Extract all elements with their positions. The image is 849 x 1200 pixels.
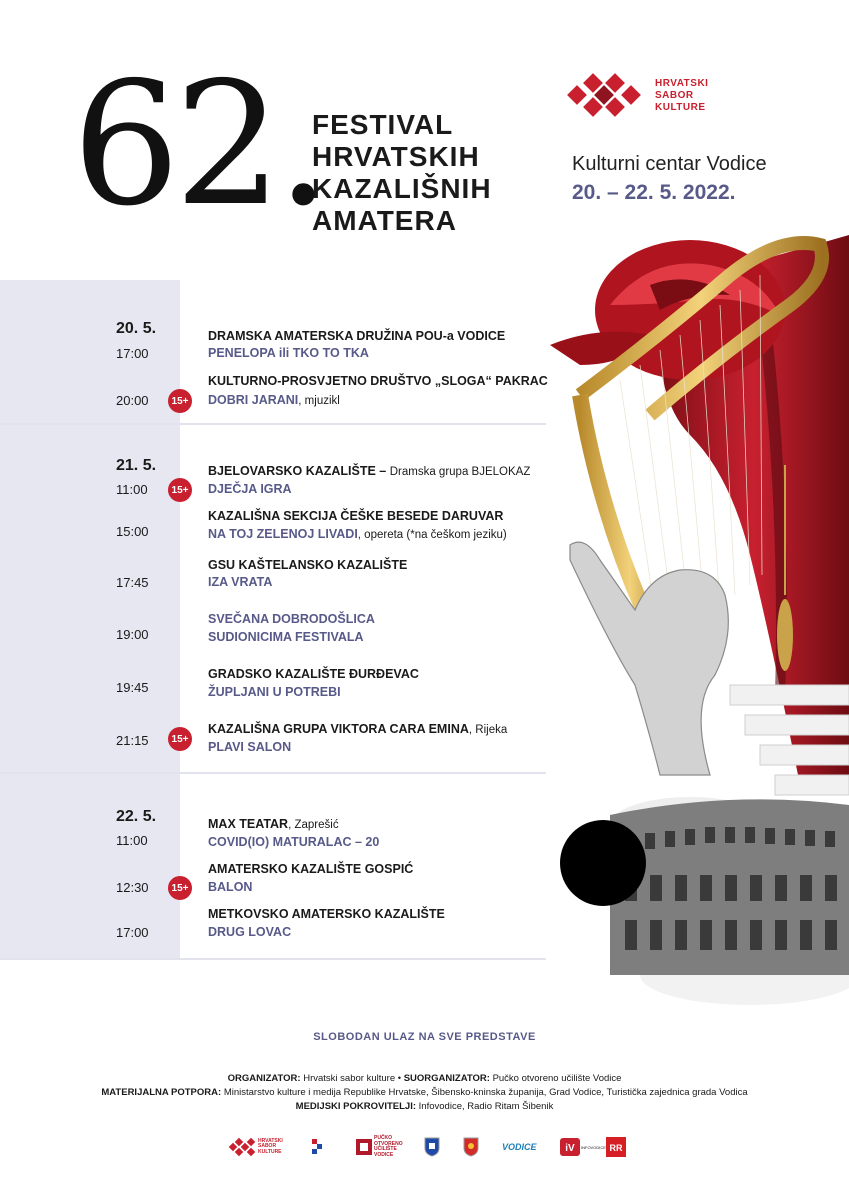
pou-vodice-logo: PUČKO OTVORENO UČILIŠTE VODICE — [356, 1134, 404, 1160]
county-crest-logo — [424, 1134, 440, 1160]
city-crest-logo — [463, 1134, 479, 1160]
event-organizer: KAZALIŠNA GRUPA VIKTORA CARA EMINA, Rijeka — [208, 722, 508, 736]
event-play: PLAVI SALON — [208, 740, 292, 754]
hsk-logo-line-1: HRVATSKI — [655, 78, 709, 89]
hsk-logo-mark — [566, 70, 642, 120]
day-date: 20. 5. — [116, 320, 157, 337]
day-band-2 — [0, 425, 180, 772]
event-time: 11:00 — [116, 482, 148, 497]
event-play: IZA VRATA — [208, 575, 273, 589]
media-line: MEDIJSKI POKROVITELJI: Infovodice, Radio Ritam Šibenik — [295, 1101, 554, 1112]
event-time: 15:00 — [116, 524, 149, 539]
event-organizer: KAZALIŠNA SEKCIJA ČEŠKE BESEDE DARUVAR — [208, 509, 504, 523]
radio-ritam-logo — [606, 1134, 626, 1160]
event-time: 12:30 — [116, 880, 149, 895]
support-line: MATERIJALNA POTPORA: Ministarstvo kulture i medija Republike Hrvatske, Šibensko-kninska županija, Grad Vodice, Turistička zajednica grada Vodica — [101, 1087, 748, 1098]
day-divider-3 — [0, 958, 546, 960]
ministry-logo — [312, 1134, 324, 1160]
gold-tassel — [777, 599, 793, 671]
day-date: 21. 5. — [116, 457, 157, 474]
event-play: DJEČJA IGRA — [208, 482, 292, 496]
event-play: SVEČANA DOBRODOŠLICA — [208, 612, 375, 626]
event-play: PENELOPA ili TKO TO TKA — [208, 346, 369, 360]
hsk-logo-line-3: KULTURE — [655, 102, 706, 113]
infovodice-logo: iV INFOVODICE — [560, 1134, 606, 1160]
event-organizer: MAX TEATAR, Zaprešić — [208, 817, 339, 831]
festival-title-line-2: HRVATSKIH — [312, 141, 480, 172]
hand-illustration — [570, 542, 728, 775]
event-time: 17:00 — [116, 925, 149, 940]
event-play: DRUG LOVAC — [208, 925, 292, 939]
event-play: DOBRI JARANI, mjuzikl — [208, 393, 340, 407]
hsk-logo: HRVATSKI SABOR KULTURE — [228, 1134, 288, 1160]
festival-title-line-1: FESTIVAL — [312, 109, 454, 140]
day-date: 22. 5. — [116, 808, 157, 825]
free-entry-notice: SLOBODAN ULAZ NA SVE PREDSTAVE — [313, 1031, 536, 1043]
age-badge-15: 15+ — [168, 876, 192, 900]
event-organizer: AMATERSKO KAZALIŠTE GOSPIĆ — [208, 862, 414, 876]
event-play-line-2: SUDIONICIMA FESTIVALA — [208, 630, 364, 644]
event-organizer: DRAMSKA AMATERSKA DRUŽINA POU-a VODICE — [208, 329, 506, 343]
event-time: 20:00 — [116, 393, 149, 408]
colosseum-illustration — [610, 799, 849, 975]
event-time: 11:00 — [116, 833, 148, 848]
black-circle — [560, 820, 646, 906]
festival-dates: 20. – 22. 5. 2022. — [572, 181, 736, 204]
festival-title-line-3: KAZALIŠNIH — [312, 173, 492, 204]
age-badge-15: 15+ — [168, 727, 192, 751]
svg-text:RR: RR — [609, 1143, 623, 1153]
day-band-1 — [0, 280, 180, 423]
organizer-line: ORGANIZATOR: Hrvatski sabor kulture • SUORGANIZATOR: Pučko otvoreno učilište Vodice — [227, 1073, 622, 1084]
event-organizer: GRADSKO KAZALIŠTE ĐURĐEVAC — [208, 667, 419, 681]
event-play: BALON — [208, 880, 253, 894]
event-time: 19:45 — [116, 680, 149, 695]
event-organizer: METKOVSKO AMATERSKO KAZALIŠTE — [208, 907, 445, 921]
festival-title-line-4: AMATERA — [312, 205, 457, 236]
hsk-logo-line-2: SABOR — [655, 90, 694, 101]
age-badge-15: 15+ — [168, 478, 192, 502]
event-organizer: GSU KAŠTELANSKO KAZALIŠTE — [208, 558, 408, 572]
day-band-3 — [0, 774, 180, 958]
event-organizer: BJELOVARSKO KAZALIŠTE – Dramska grupa BJELOKAZ — [208, 464, 531, 478]
venue: Kulturni centar Vodice — [572, 153, 767, 175]
festival-number: 62. — [72, 46, 325, 244]
event-time: 21:15 — [116, 733, 149, 748]
event-time: 17:00 — [116, 346, 149, 361]
theatre-collage-illustration — [540, 215, 849, 1005]
svg-text:iV: iV — [565, 1143, 575, 1154]
event-time: 17:45 — [116, 575, 149, 590]
age-badge-15: 15+ — [168, 389, 192, 413]
event-organizer: KULTURNO-PROSVJETNO DRUŠTVO „SLOGA“ PAKRAC — [208, 374, 548, 388]
event-play: ŽUPLJANI U POTREBI — [208, 685, 341, 699]
event-play: COVID(IO) MATURALAC – 20 — [208, 835, 380, 849]
vodice-tourism-logo: VODICE — [502, 1142, 537, 1152]
event-play: NA TOJ ZELENOJ LIVADI, opereta (*na češkom jeziku) — [208, 527, 507, 541]
event-time: 19:00 — [116, 627, 149, 642]
